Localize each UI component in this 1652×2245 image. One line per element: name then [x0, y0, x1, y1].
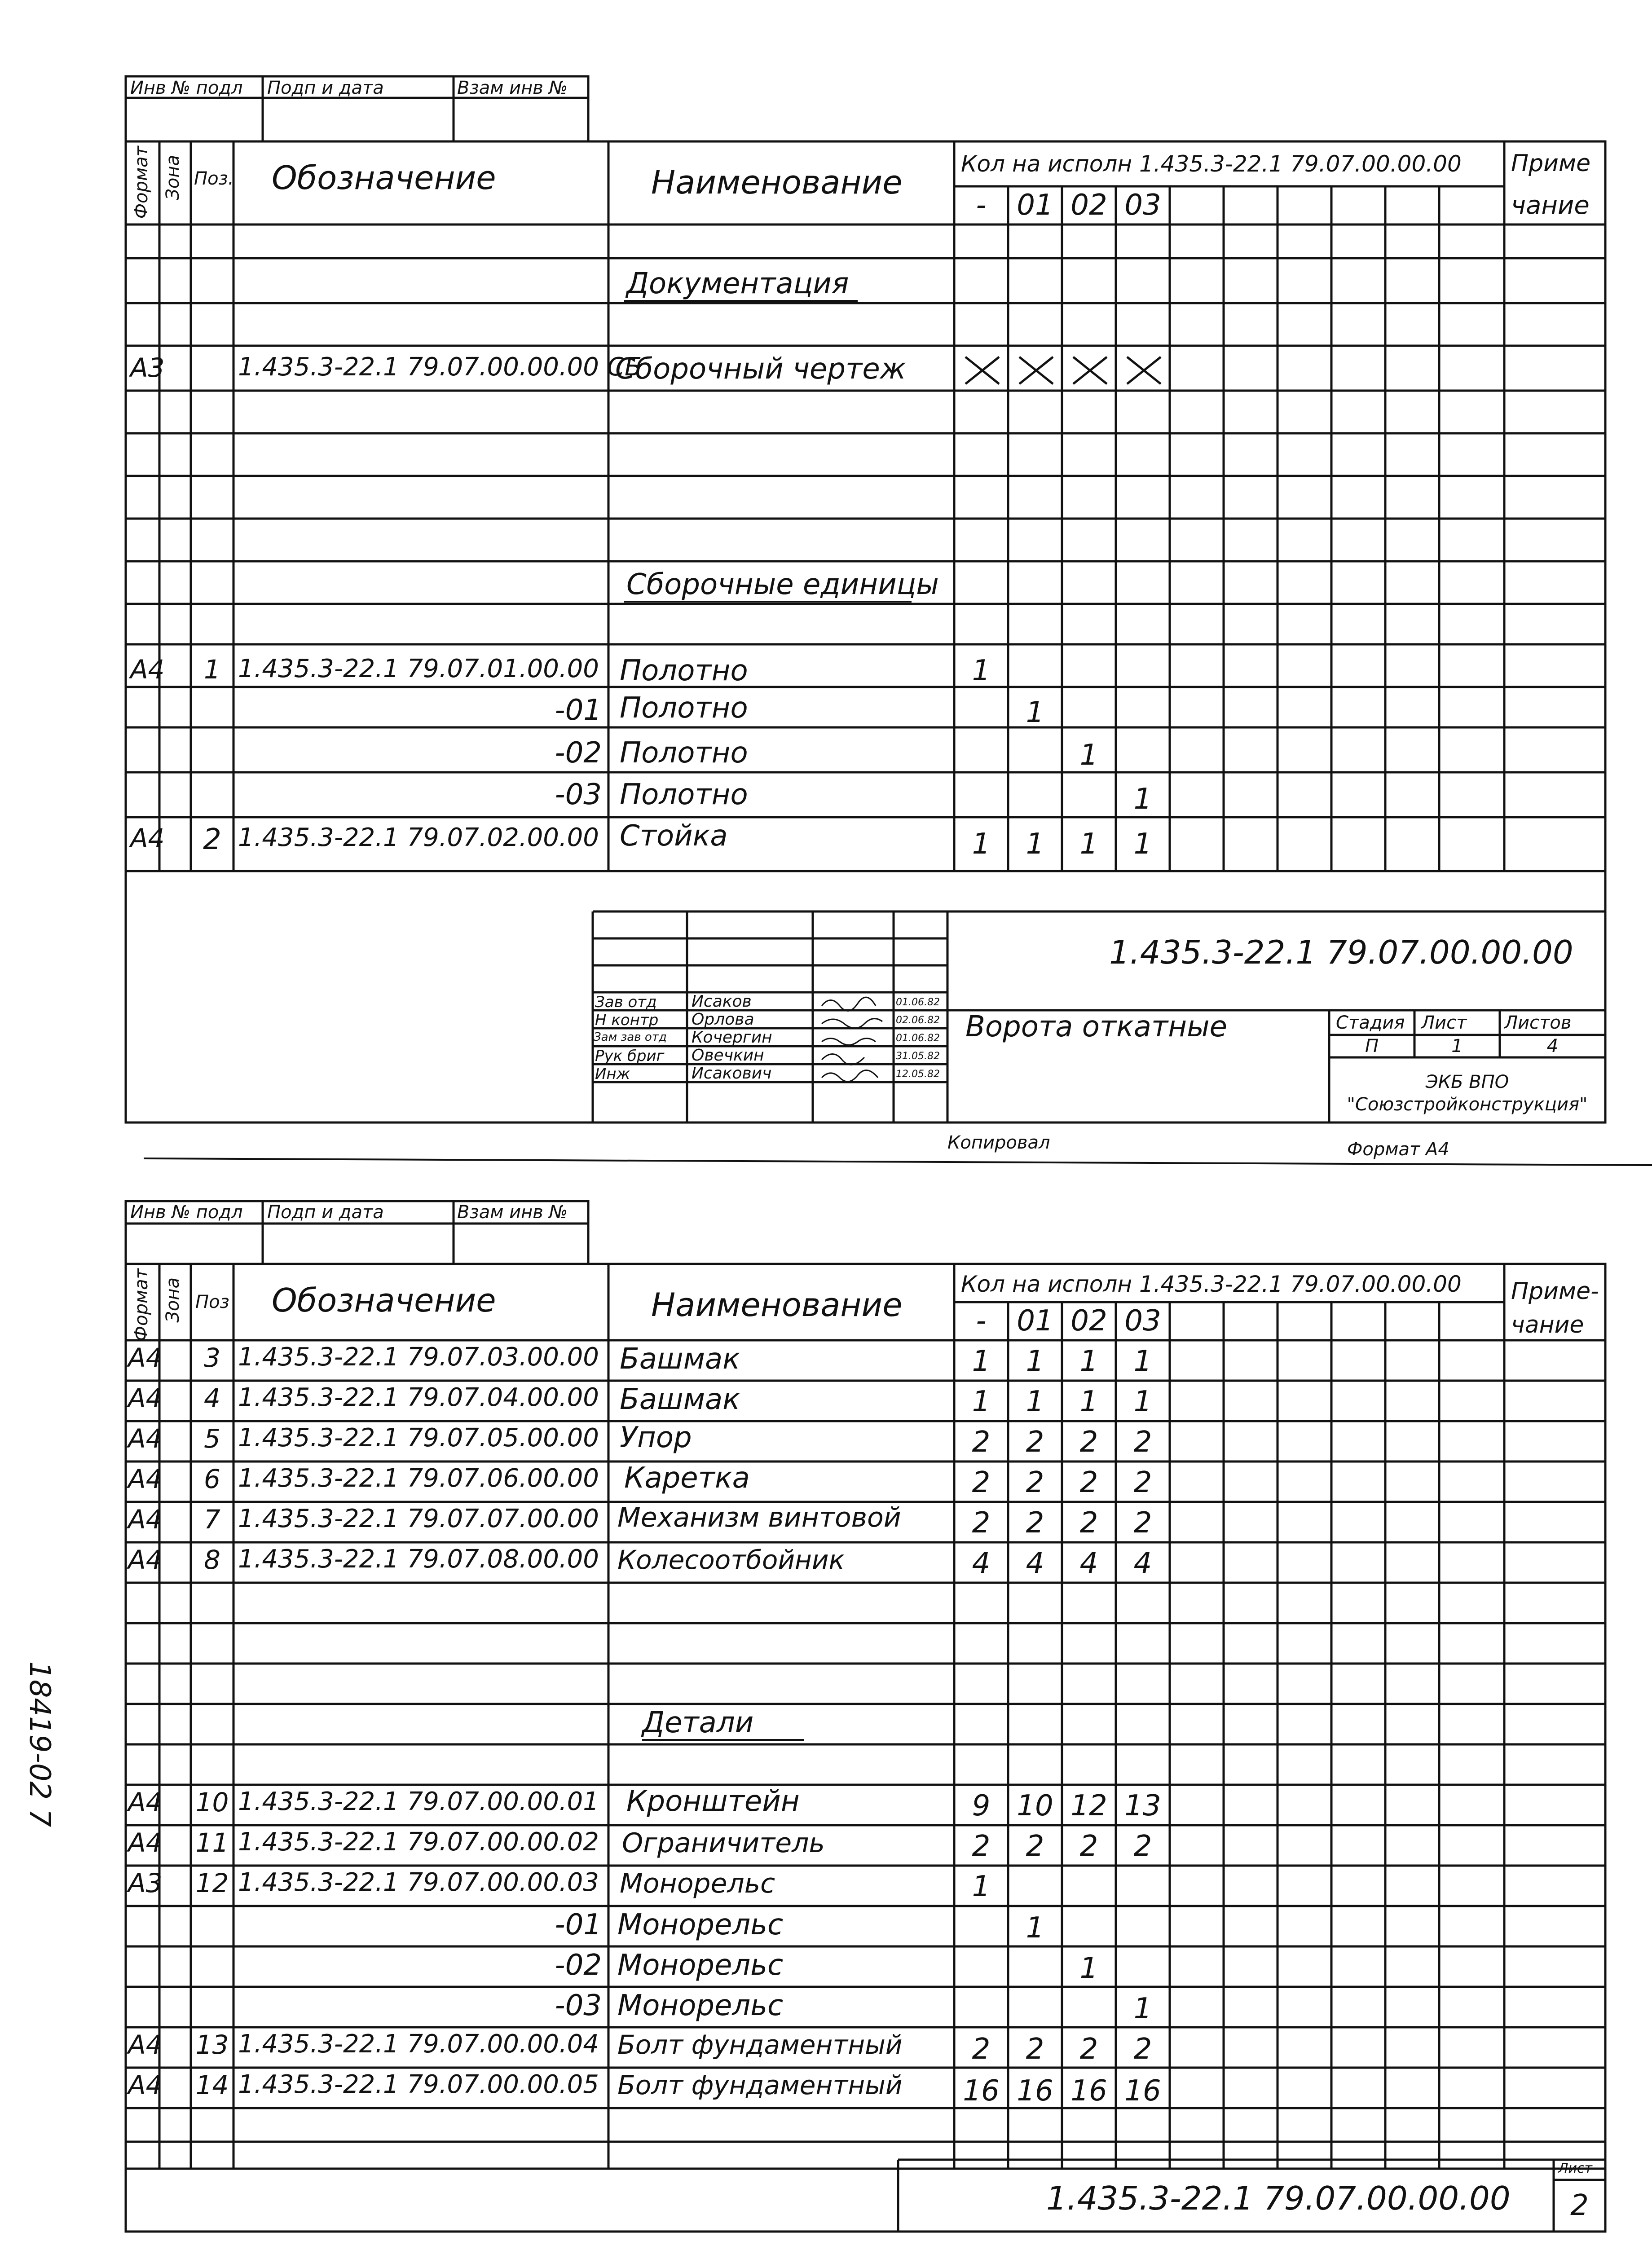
- qty-cell: 13: [1124, 1789, 1161, 1822]
- variant-1: 01: [1017, 1304, 1053, 1338]
- row-format: A4: [128, 1383, 163, 1413]
- listov-label: Листов: [1504, 1012, 1572, 1033]
- person-role: Инж: [595, 1065, 630, 1083]
- doc-name: Ворота откатные: [965, 1010, 1228, 1043]
- list-value: 1: [1451, 1036, 1463, 1056]
- person-name: Орлова: [692, 1010, 754, 1029]
- row-oboz: 1.435.3-22.1 79.07.08.00.00: [238, 1545, 599, 1574]
- qty-cell: 12: [1070, 1789, 1107, 1822]
- qty-cell: 1: [1133, 1992, 1152, 2025]
- person-date: 02.06.82: [896, 1015, 940, 1026]
- row-naim: Механизм винтовой: [617, 1502, 901, 1533]
- listov-value: 4: [1546, 1036, 1559, 1056]
- head-prim1: Приме: [1511, 150, 1591, 177]
- head-naim: Наименование: [651, 1286, 903, 1324]
- person-date: 12.05.82: [896, 1069, 940, 1080]
- row-oboz: 1.435.3-22.1 79.07.02.00.00: [238, 823, 599, 852]
- qty-cell: 1: [1026, 1911, 1044, 1945]
- variant-1: 01: [1017, 189, 1053, 222]
- row-naim: Монорельс: [617, 1989, 784, 2022]
- qty-cell: 1: [1079, 1952, 1098, 1985]
- qty-cell: 2: [972, 2033, 991, 2066]
- head-prim1: Приме-: [1511, 1278, 1599, 1305]
- row-poz: 7: [204, 1504, 220, 1535]
- list-label: Лист: [1421, 1012, 1467, 1033]
- person-date: 01.06.82: [896, 997, 940, 1008]
- row-oboz: -01: [555, 1908, 602, 1941]
- row-oboz: 1.435.3-22.1 79.07.01.00.00: [238, 654, 599, 683]
- row-oboz: -02: [555, 736, 602, 770]
- stamp-inv-podl: Инв № подл: [130, 78, 243, 98]
- row-format: A4: [128, 1787, 163, 1818]
- org-line2: "Союзстройконструкция": [1347, 1094, 1588, 1115]
- row-poz: 13: [195, 2029, 229, 2060]
- qty-cell: 2: [1133, 2033, 1152, 2066]
- qty-cell: 2: [1133, 1830, 1152, 1863]
- row-naim: Сборочный чертеж: [615, 352, 906, 386]
- qty-cell: 1: [1026, 1385, 1044, 1418]
- qty-cell: 2: [972, 1466, 991, 1499]
- head-format: Формат: [131, 146, 152, 219]
- org-line1: ЭКБ ВПО: [1425, 1072, 1509, 1092]
- row-format: A3: [128, 1868, 163, 1898]
- qty-cell: 1: [972, 828, 991, 861]
- head-poz: Поз.: [194, 168, 234, 189]
- variant-0: -: [976, 1304, 987, 1338]
- row-format: A4: [128, 1343, 163, 1373]
- head-zona: Зона: [163, 1277, 183, 1323]
- qty-cell: 16: [1017, 2074, 1053, 2108]
- row-naim: Стойка: [620, 819, 728, 853]
- qty-cell: 4: [1026, 1547, 1044, 1580]
- row-format: A4: [130, 654, 165, 685]
- qty-cell: 2: [1079, 2033, 1098, 2066]
- row-oboz: 1.435.3-22.1 79.07.05.00.00: [238, 1423, 599, 1453]
- variant-2: 02: [1070, 189, 1107, 222]
- person-name: Овечкин: [692, 1046, 764, 1065]
- variant-3: 03: [1124, 1304, 1161, 1338]
- row-poz: 1: [204, 654, 220, 685]
- qty-cell: 2: [1026, 1426, 1044, 1459]
- row-naim: Монорельс: [617, 1908, 784, 1941]
- qty-cell: 2: [1026, 1830, 1044, 1863]
- row-oboz: 1.435.3-22.1 79.07.00.00.00 СБ: [238, 352, 642, 382]
- row-naim: Полотно: [620, 778, 748, 811]
- row-naim: Болт фундаментный: [617, 2070, 903, 2100]
- person-role: Зам зав отд: [594, 1030, 667, 1044]
- qty-cell: 1: [972, 1870, 991, 1903]
- row-format: A4: [128, 1423, 163, 1454]
- row-oboz: 1.435.3-22.1 79.07.03.00.00: [238, 1343, 599, 1372]
- qty-cell: 2: [1026, 2033, 1044, 2066]
- row-poz: 5: [204, 1423, 220, 1454]
- variant-3: 03: [1124, 189, 1161, 222]
- row-format: A4: [128, 1827, 163, 1858]
- row-poz: 4: [204, 1383, 220, 1413]
- variant-2: 02: [1070, 1304, 1107, 1338]
- qty-cell: 2: [1026, 1506, 1044, 1540]
- row-oboz: 1.435.3-22.1 79.07.00.00.03: [238, 1868, 599, 1897]
- row-naim: Колесоотбойник: [617, 1545, 845, 1575]
- row-naim: Башмак: [620, 1383, 740, 1416]
- person-date: 01.06.82: [896, 1033, 940, 1044]
- head-prim2: чание: [1511, 1312, 1584, 1338]
- row-format: A4: [128, 2029, 163, 2060]
- qty-cell: 2: [1133, 1426, 1152, 1459]
- qty-cell: 1: [1026, 696, 1044, 729]
- row-poz: 6: [204, 1464, 220, 1494]
- row-oboz: 1.435.3-22.1 79.07.00.00.04: [238, 2029, 599, 2059]
- row-naim: Полотно: [620, 736, 748, 770]
- qty-cell: 16: [1070, 2074, 1107, 2108]
- row-oboz: 1.435.3-22.1 79.07.00.00.02: [238, 1827, 599, 1857]
- row-poz: 2: [203, 823, 221, 856]
- person-name: Кочергин: [692, 1028, 772, 1047]
- head-kol: Кол на исполн 1.435.3-22.1 79.07.00.00.00: [961, 1271, 1462, 1297]
- row-oboz: 1.435.3-22.1 79.07.00.00.01: [238, 1787, 599, 1816]
- person-name: Исакович: [692, 1064, 772, 1083]
- row-format: A4: [128, 1504, 163, 1535]
- row-naim: Кронштейн: [626, 1785, 800, 1818]
- stamp-inv-podl: Инв № подл: [130, 1202, 243, 1223]
- row-naim: Упор: [620, 1421, 692, 1454]
- row-oboz: -02: [555, 1949, 602, 1982]
- qty-cell: 1: [1079, 1385, 1098, 1418]
- row-oboz: -01: [555, 694, 602, 727]
- row-poz: 8: [204, 1545, 220, 1575]
- head-poz: Поз: [195, 1292, 229, 1312]
- row-naim: Башмак: [620, 1343, 740, 1376]
- row-oboz: 1.435.3-22.1 79.07.04.00.00: [238, 1383, 599, 1412]
- row-oboz: -03: [555, 778, 602, 811]
- stamp-podp-data: Подп и дата: [267, 78, 384, 98]
- row-naim: Болт фундаментный: [617, 2029, 903, 2060]
- head-prim2: чание: [1511, 191, 1590, 220]
- qty-cell: 2: [972, 1830, 991, 1863]
- footer-format: Формат А4: [1347, 1139, 1449, 1160]
- row-poz: 3: [204, 1343, 220, 1373]
- footer-copied: Копировал: [947, 1132, 1050, 1153]
- qty-cell: 1: [1133, 828, 1152, 861]
- head-zona: Зона: [163, 155, 183, 200]
- qty-cell: 16: [1124, 2074, 1161, 2108]
- qty-cell: 4: [972, 1547, 991, 1580]
- qty-cell: 2: [972, 1506, 991, 1540]
- list-value: 2: [1570, 2189, 1589, 2222]
- qty-cell: 1: [1133, 1385, 1152, 1418]
- qty-cell: 1: [972, 1385, 991, 1418]
- row-oboz: 1.435.3-22.1 79.07.06.00.00: [238, 1464, 599, 1493]
- stamp-vzam-inv: Взам инв №: [457, 1202, 568, 1223]
- qty-cell: 2: [1079, 1830, 1098, 1863]
- row-naim: Монорельс: [620, 1868, 775, 1899]
- qty-cell: 2: [1079, 1466, 1098, 1499]
- row-oboz: -03: [555, 1989, 602, 2022]
- section-title: Сборочные единицы: [626, 568, 939, 601]
- person-name: Исаков: [692, 992, 752, 1011]
- stadia-value: П: [1365, 1036, 1379, 1056]
- person-date: 31.05.82: [896, 1051, 940, 1062]
- qty-cell: 2: [1026, 1466, 1044, 1499]
- variant-0: -: [976, 189, 987, 222]
- row-naim: Монорельс: [617, 1949, 784, 1982]
- row-naim: Каретка: [624, 1461, 750, 1495]
- margin-note: 18419-02 7: [23, 1661, 56, 1827]
- qty-cell: 2: [1133, 1506, 1152, 1540]
- row-format: A4: [128, 2070, 163, 2100]
- qty-cell: 1: [1026, 1345, 1044, 1378]
- head-kol: Кол на исполн 1.435.3-22.1 79.07.00.00.00: [961, 151, 1462, 177]
- row-naim: Полотно: [620, 654, 748, 687]
- qty-cell: 16: [963, 2074, 1000, 2108]
- doc-code: 1.435.3-22.1 79.07.00.00.00: [1046, 2179, 1511, 2217]
- head-naim: Наименование: [651, 163, 903, 201]
- row-oboz: 1.435.3-22.1 79.07.07.00.00: [238, 1504, 599, 1533]
- person-role: Зав отд: [595, 993, 657, 1011]
- row-oboz: 1.435.3-22.1 79.07.00.00.05: [238, 2070, 599, 2099]
- qty-cell: 4: [1133, 1547, 1152, 1580]
- qty-cell: 10: [1017, 1789, 1053, 1822]
- qty-cell: 2: [972, 1426, 991, 1459]
- person-role: Н контр: [595, 1011, 659, 1029]
- doc-code: 1.435.3-22.1 79.07.00.00.00: [1109, 933, 1573, 971]
- head-format: Формат: [131, 1268, 152, 1342]
- row-poz: 10: [195, 1787, 229, 1818]
- stadia-label: Стадия: [1336, 1012, 1405, 1033]
- qty-cell: 1: [1133, 1345, 1152, 1378]
- row-naim: Ограничитель: [622, 1827, 825, 1859]
- row-format: A4: [130, 823, 165, 854]
- qty-cell: 1: [1079, 828, 1098, 861]
- row-poz: 12: [195, 1868, 229, 1898]
- row-poz: 11: [195, 1827, 229, 1858]
- section-title: Детали: [642, 1706, 754, 1739]
- qty-cell: 1: [972, 654, 991, 687]
- row-format: A3: [130, 352, 165, 383]
- qty-cell: 1: [1079, 739, 1098, 772]
- qty-cell: 1: [1133, 783, 1152, 816]
- row-format: A4: [128, 1464, 163, 1494]
- head-oboz: Обозначение: [272, 1281, 496, 1319]
- stamp-vzam-inv: Взам инв №: [457, 78, 568, 98]
- qty-cell: 2: [1133, 1466, 1152, 1499]
- person-role: Рук бриг: [595, 1047, 665, 1065]
- head-oboz: Обозначение: [272, 159, 496, 197]
- stamp-podp-data: Подп и дата: [267, 1202, 384, 1223]
- row-poz: 14: [195, 2070, 229, 2100]
- qty-cell: 1: [972, 1345, 991, 1378]
- qty-cell: 2: [1079, 1506, 1098, 1540]
- qty-cell: 2: [1079, 1426, 1098, 1459]
- qty-cell: 1: [1026, 828, 1044, 861]
- row-format: A4: [128, 1545, 163, 1575]
- section-title: Документация: [626, 267, 849, 300]
- qty-cell: 1: [1079, 1345, 1098, 1378]
- qty-cell: 4: [1079, 1547, 1098, 1580]
- list-label: Лист: [1558, 2161, 1593, 2176]
- row-naim: Полотно: [620, 691, 748, 725]
- qty-cell: 9: [972, 1789, 991, 1822]
